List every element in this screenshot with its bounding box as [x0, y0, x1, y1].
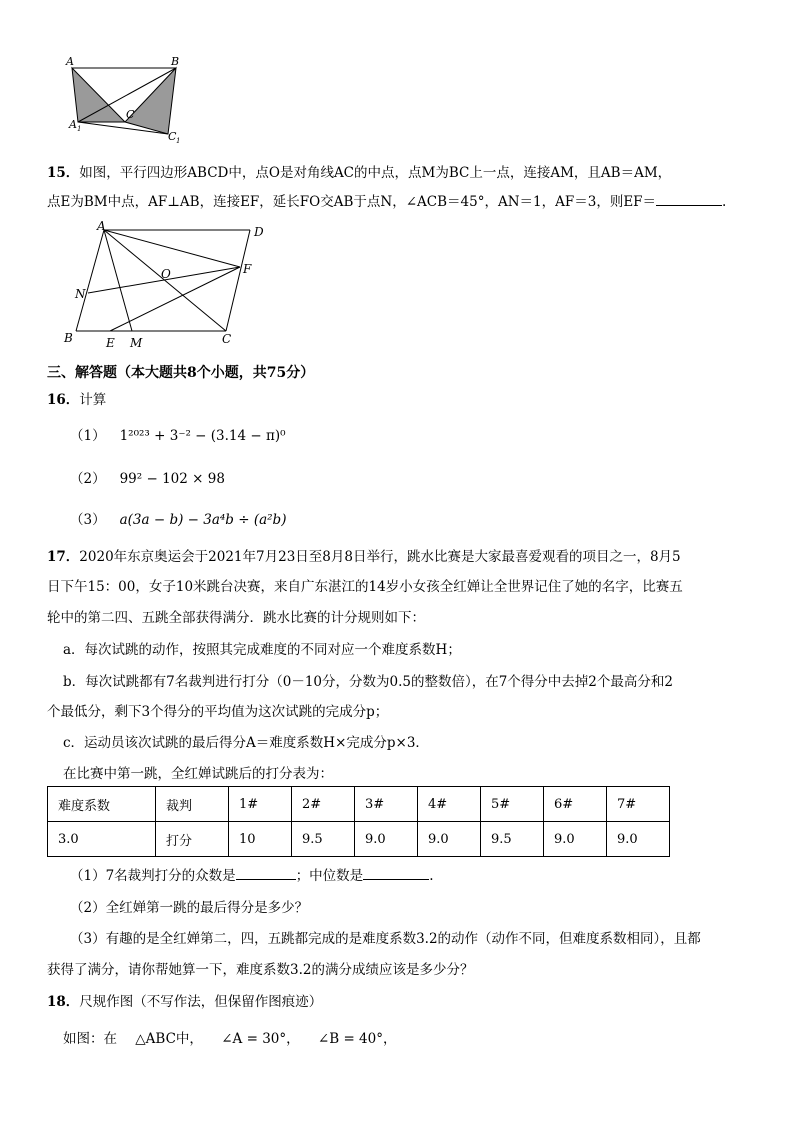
table-cell: 9.5	[481, 822, 544, 857]
q16-number: 16．	[47, 392, 80, 408]
q15-line1	[47, 161, 671, 181]
label-f: F	[243, 262, 252, 276]
label-o: O	[161, 267, 171, 281]
q17-sub-3-line-2: 获得了满分，请你帮她算一下，难度系数3.2的满分成绩应该是多少分？	[47, 962, 474, 978]
segment-fe	[110, 267, 240, 331]
score-table	[47, 786, 670, 857]
q15-number: 15．	[47, 165, 80, 181]
figure-q14	[60, 52, 190, 147]
label-b: B	[64, 331, 73, 345]
label-m: M	[130, 336, 143, 350]
table-cell: 打分	[156, 822, 229, 857]
q15-text-2: 点E为BM中点，AF⊥AB，连接EF，延长FO交AB于点N，∠ACB＝45°，AN＝1，AF＝3，则EF＝	[47, 194, 657, 210]
q17-rule-c: c．运动员该次试跳的最后得分A＝难度系数H×完成分p×3．	[63, 735, 429, 751]
q16-item-1-label: （1）	[70, 428, 106, 444]
label-a: A	[97, 220, 106, 233]
q16-title: 计算	[79, 392, 107, 408]
label-c: C	[126, 108, 135, 121]
q17-sub-3-line-1: （3）有趣的是全红婵第二，四，五跳都完成的是难度系数3.2的动作（动作不同，但难度系数相同），且都	[70, 931, 701, 947]
table-cell: 难度系数	[48, 787, 156, 822]
table-cell: 9.0	[418, 822, 481, 857]
q16-item-1	[70, 424, 286, 444]
q16-heading	[47, 388, 106, 408]
table-cell: 4#	[418, 787, 481, 822]
q17-rule-a: a．每次试跳的动作，按照其完成难度的不同对应一个难度系数H；	[63, 642, 461, 658]
figure-q15	[60, 220, 280, 352]
table-cell: 9.0	[544, 822, 607, 857]
table-cell: 3#	[355, 787, 418, 822]
q18-triangle: △ABC中，	[135, 1031, 203, 1047]
table-cell: 9.0	[355, 822, 418, 857]
table-cell: 2#	[292, 787, 355, 822]
q16-item-1-expr: 1²⁰²³ + 3⁻² − (3.14 − π)⁰	[119, 428, 286, 444]
table-cell: 6#	[544, 787, 607, 822]
label-a1: A	[69, 118, 77, 131]
q17-sub-1-end: .	[429, 868, 434, 884]
q17-sub-1	[70, 864, 433, 884]
q15-end: .	[722, 194, 727, 210]
q16-item-3	[70, 508, 286, 528]
table-cell: 1#	[229, 787, 292, 822]
q18-angle-b: ∠B = 40°，	[317, 1031, 397, 1047]
shaded-triangle-right	[125, 68, 176, 134]
segment-am	[104, 230, 132, 331]
q17-para-1	[47, 545, 681, 565]
label-n: N	[75, 287, 86, 301]
label-a: A	[66, 55, 74, 68]
label-c1: C	[168, 130, 177, 143]
segment-af	[104, 230, 240, 267]
shaded-triangle-left	[72, 68, 125, 122]
q16-item-2-expr: 99² − 102 × 98	[119, 471, 225, 487]
q17-number: 17．	[47, 549, 80, 565]
q16-item-2-label: （2）	[70, 471, 106, 487]
q16-item-2	[70, 467, 225, 487]
table-header-row	[48, 787, 670, 822]
edge-ba	[76, 230, 104, 331]
table-cell: 3.0	[48, 822, 156, 857]
table-cell: 7#	[607, 787, 670, 822]
q17-sub-1-text-b: ；中位数是	[295, 868, 364, 884]
q17-rule-b-1: b．每次试跳都有7名裁判进行打分（0－10分，分数为0.5的整数倍），在7个得分中去掉2个最高分和2	[63, 674, 673, 690]
q17-para-3: 轮中的第二四、五跳全部获得满分．跳水比赛的计分规则如下：	[47, 610, 425, 626]
table-cell: 裁判	[156, 787, 229, 822]
q17-table-intro: 在比赛中第一跳，全红婵试跳后的打分表为：	[63, 766, 333, 782]
section-3-heading: 三、解答题（本大题共8个小题，共75分）	[47, 365, 315, 381]
q17-text-1: 2020年东京奥运会于2021年7月23日至8月8日举行，跳水比赛是大家最喜爱观看的项目之一，8月5	[79, 549, 681, 565]
q17-rule-b-2: 个最低分，剩下3个得分的平均值为这次试跳的完成分p；	[47, 704, 389, 720]
table-cell: 10	[229, 822, 292, 857]
table-cell: 9.5	[292, 822, 355, 857]
q18-line	[63, 1027, 396, 1047]
q15-line2	[47, 190, 726, 210]
q16-item-3-label: （3）	[70, 512, 106, 528]
label-b: B	[171, 55, 180, 68]
q15-answer-blank[interactable]	[656, 205, 722, 206]
label-a1-sub: 1	[77, 125, 82, 133]
table-cell: 9.0	[607, 822, 670, 857]
q17-para-2: 日下午15：00，女子10米跳台决赛，来自广东湛江的14岁小女孩全红婵让全世界记住了她的名字，比赛五	[47, 579, 683, 595]
q18-angle-a: ∠A = 30°，	[221, 1031, 300, 1047]
q15-text-1: 如图，平行四边形ABCD中，点O是对角线AC的中点，点M为BC上一点，连接AM，且AB＝AM，	[79, 165, 672, 181]
table-row	[48, 822, 670, 857]
q18-heading	[47, 990, 322, 1010]
edge-dc	[226, 230, 250, 331]
q17-sub-1-text-a: （1）7名裁判打分的众数是	[70, 868, 236, 884]
label-c: C	[222, 332, 232, 346]
median-answer-blank[interactable]	[363, 879, 429, 880]
q16-item-3-expr: a(3a − b) − 3a⁴b ÷ (a²b)	[119, 512, 287, 528]
q17-sub-2: （2）全红婵第一跳的最后得分是多少？	[70, 900, 309, 916]
label-e: E	[106, 336, 115, 350]
label-c1-sub: 1	[176, 137, 181, 145]
q18-number: 18．	[47, 994, 80, 1010]
mode-answer-blank[interactable]	[236, 879, 296, 880]
q18-title: 尺规作图（不写作法，但保留作图痕迹）	[79, 994, 323, 1010]
table-cell: 5#	[481, 787, 544, 822]
q18-text: 如图：在	[63, 1031, 117, 1047]
label-d: D	[254, 225, 264, 239]
